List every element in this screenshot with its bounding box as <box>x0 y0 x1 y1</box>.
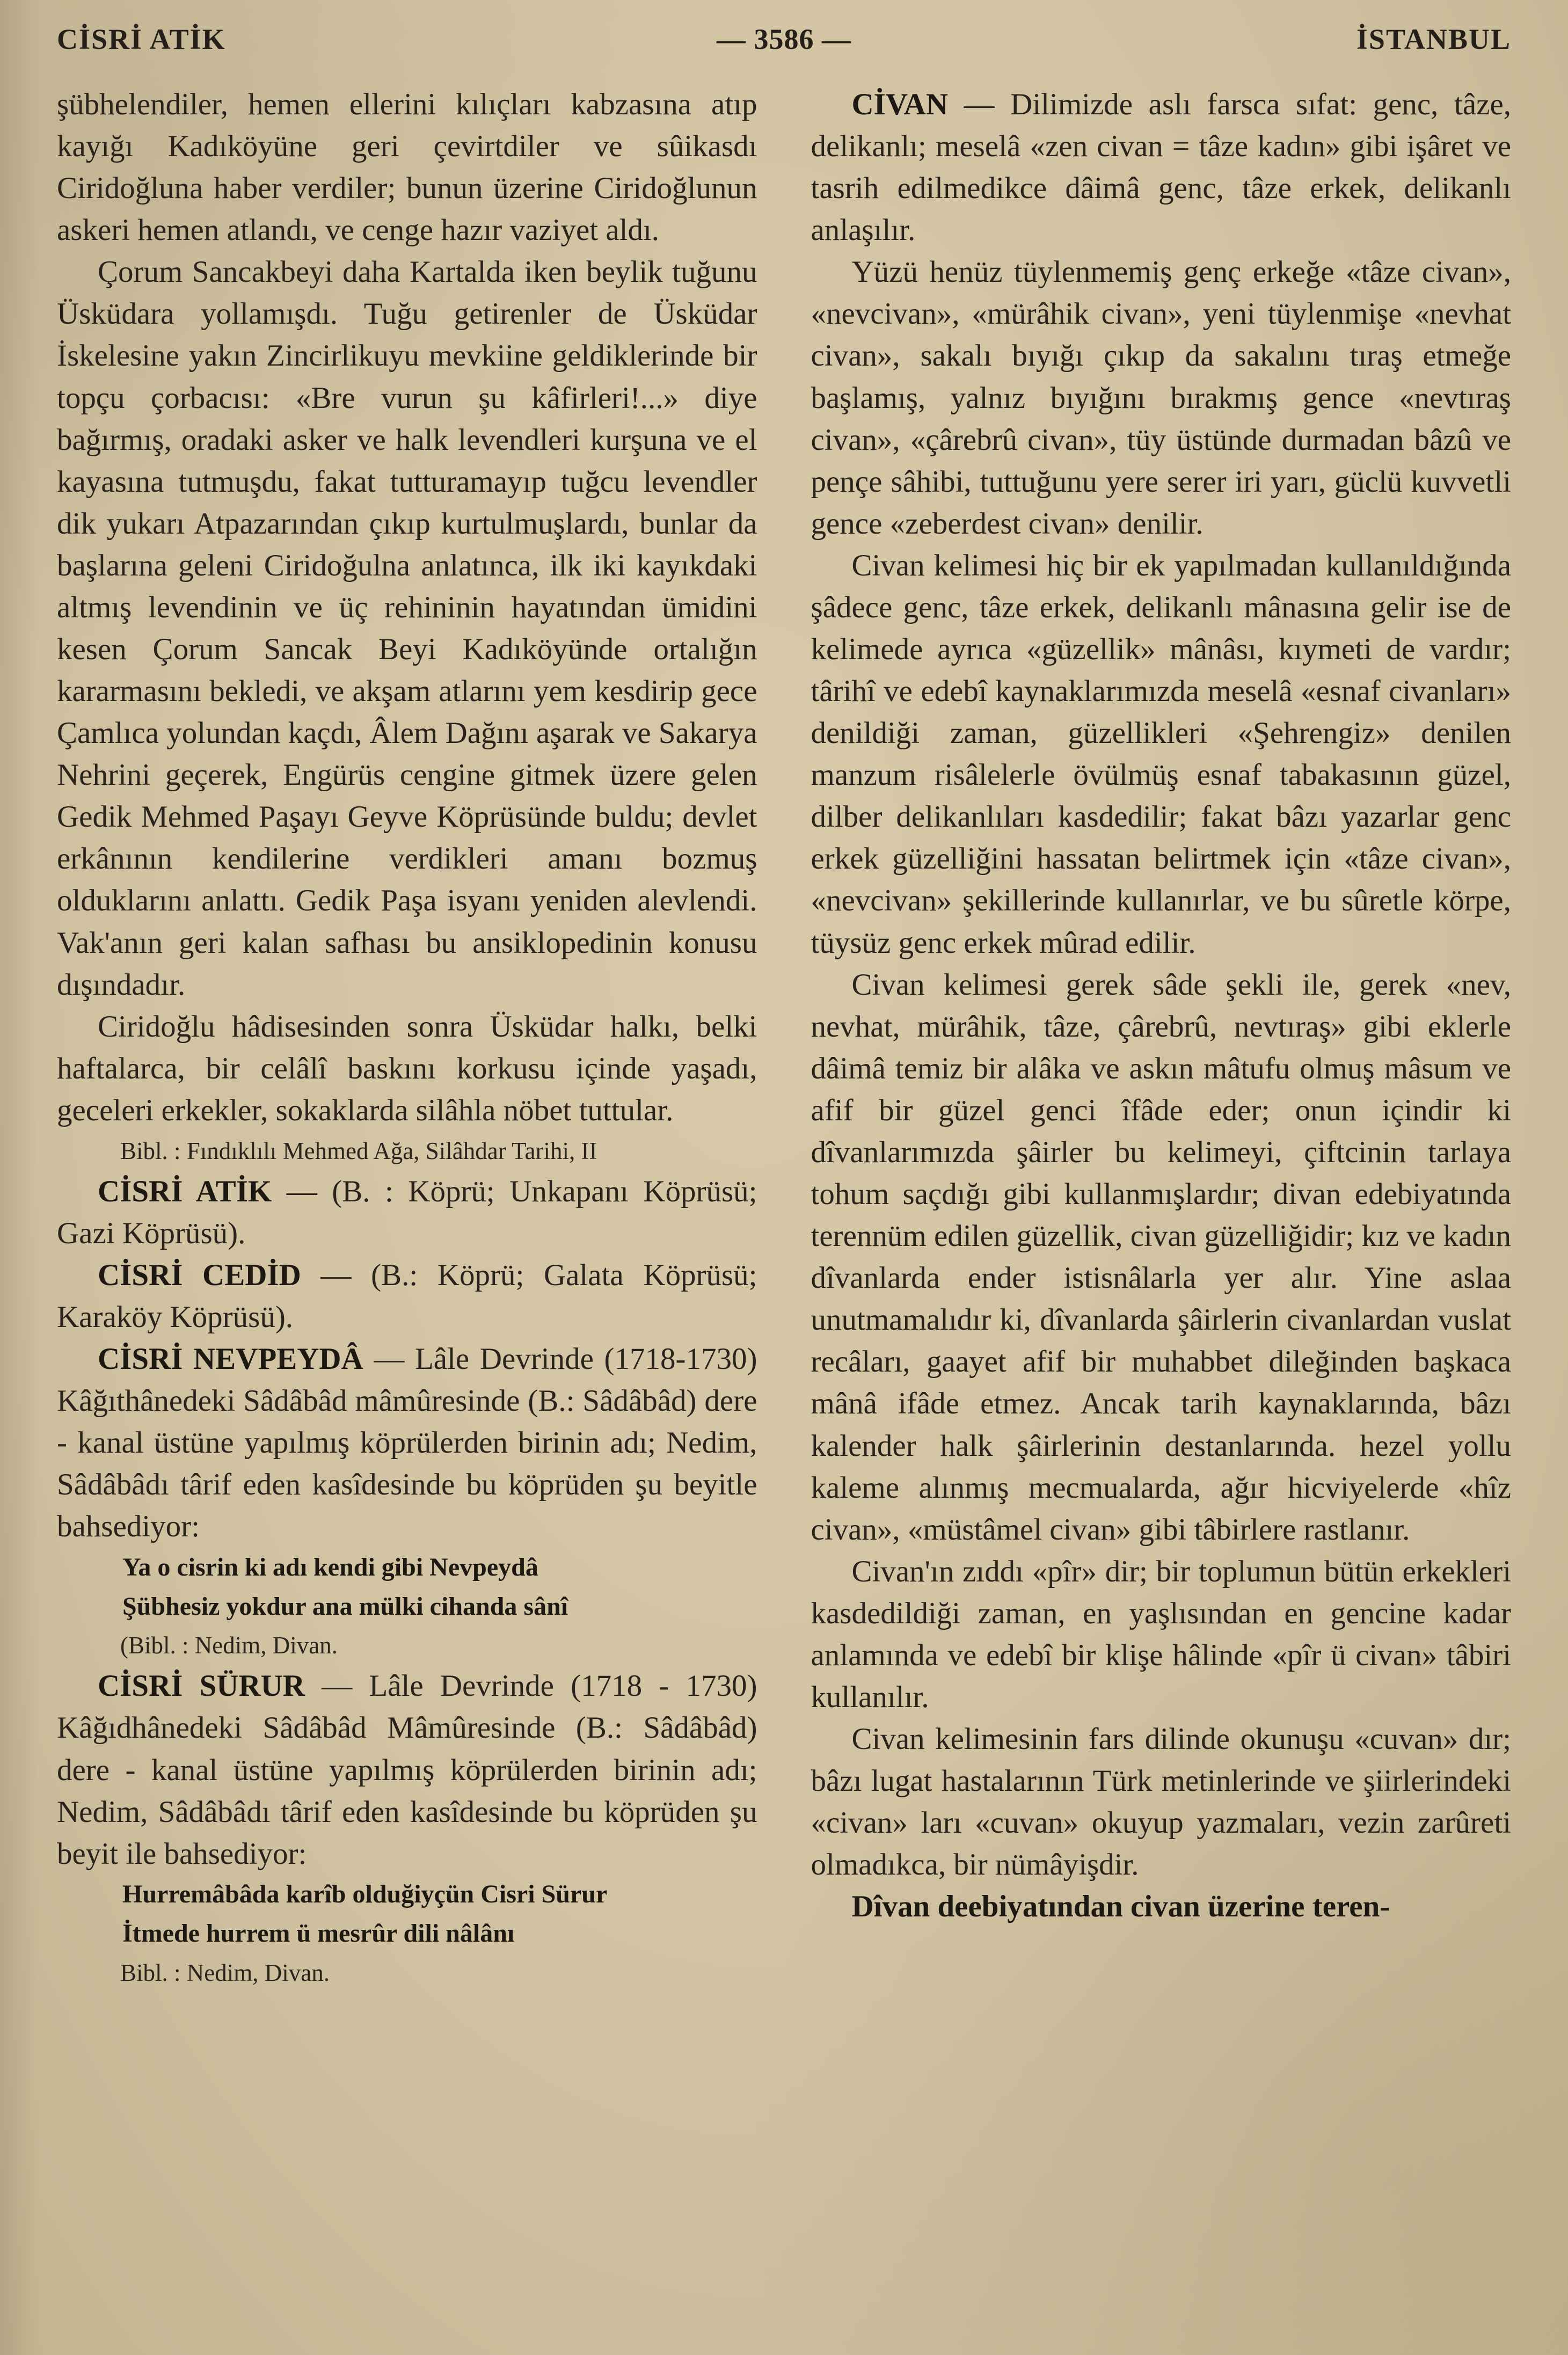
paragraph: Civan kelimesi hiç bir ek yapılmadan kullanıldığında şâdece genc, tâze erkek, delikanlı mânasına gelir ise de kelimede ayrıca «güzellik» mânâsı, kıymeti de vardır; târihî ve edebî kaynaklarımızda meselâ «esnaf civanları» denildiği zaman, güzellikleri «Şehrengiz» denilen manzum risâlelerle övülmüş esnaf tabakasının güzel, dilber delikanlıları kasdedilir; fakat bâzı yazarlar genc erkek güzelliğini hassatan belirtmek için «tâze civan», «nevcivan» şekillerinde kullanırlar, ve bu sûretle körpe, tüysüz genc erkek mûrad edilir. <box>811 548 1511 960</box>
entry-term: CİVAN <box>851 88 948 121</box>
paragraph: Dîvan deebiyatından civan üzerine teren- <box>851 1890 1390 1924</box>
bibliography-line: Bibl. : Fındıklılı Mehmed Ağa, Silâhdar Tarihi, II <box>120 1137 597 1164</box>
paragraph: şübhelendiler, hemen ellerini kılıçları kabzasına atıp kayığı Kadıköyüne geri çevirtdiler ve sûikasdı Ciridoğluna haber verdiler; bunun üzerine Ciridoğlunun askeri hemen atlandı, ve cenge hazır vaziyet aldı. <box>57 88 757 247</box>
verse <box>57 1875 757 1953</box>
running-header <box>57 23 1511 60</box>
paragraph: Civan kelimesi gerek sâde şekli ile, gerek «nev, nevhat, mürâhik, tâze, çârebrû, nevtıraş» gibi eklerle dâimâ temiz bir alâka ve askın mâtufu olmuş mâsum ve afif bir güzel genci îfâde eder; onun içindir ki dîvanlarımızda şâirler bu kelimeyi, çiftcinin tarlaya tohum saçdığı gibi kullanmışlardır; divan edebiyatında terennüm edilen güzellik, civan güzelliğidir; kız ve kadın dîvanlarda ender istisnâlarla yer alır. Yine aslaa unutmamalıdır ki, dîvanlarda şâirlerin civanlardan vuslat recâları, gaayet afif bir muhabbet dileğinden başkaca mânâ ifâde etmez. Ancak tarih kaynaklarında, bâzı kalender halk şâirlerinin destanlarında. hezel yollu kaleme alınmış mecmualarda, ağır hicviyelerde «hîz civan», «müstâmel civan» gibi tâbirlere rastlanır. <box>811 967 1511 1547</box>
left-column <box>57 84 757 1993</box>
entry-term: CİSRİ SÜRUR <box>98 1669 305 1703</box>
entry-paragraph: CİSRİ NEVPEYDÂ — Lâle Devrinde (1718-1730) Kâğıthânedeki Sâdâbâd mâmûresinde (B.: Sâdâbâd) dere - kanal üstüne yapılmış köprülerden birinin adı; Nedim, Sâdâbâdı târif eden kasîdesinde bu köprüden şu beyitle bahsediyor: <box>57 1342 757 1544</box>
verse-line: Ya o cisrin ki adı kendi gibi Nevpeydâ <box>122 1552 538 1581</box>
right-column <box>811 84 1512 1993</box>
verse-line: İtmede hurrem ü mesrûr dili nâlânı <box>122 1919 515 1948</box>
text-columns <box>57 84 1511 1993</box>
entry-paragraph: CİSRİ CEDİD — (B.: Köprü; Galata Köprüsü; Karaköy Köprüsü). <box>57 1258 757 1335</box>
paragraph: Civan kelimesinin fars dilinde okunuşu «cuvan» dır; bâzı lugat hastalarının Türk metinlerinde ve şiirlerindeki «civan» ları «cuvan» okuyup yazmaları, vezin zarûreti olmadıkca, bir nümâyişdir. <box>811 1722 1511 1882</box>
entry-paragraph: CİVAN — Dilimizde aslı farsca sıfat: genc, tâze, delikanlı; meselâ «zen civan = tâze kadın» gibi işâret ve tasrih edilmedikce dâimâ genc, tâze erkek, delikanlı anlaşılır. <box>811 88 1511 247</box>
entry-term: CİSRİ CEDİD <box>98 1258 301 1292</box>
header-publication-title: İSTANBUL <box>1356 23 1511 55</box>
header-entry-title: CİSRİ ATİK <box>57 23 226 55</box>
verse-line: Şübhesiz yokdur ana mülki cihanda sânî <box>122 1592 568 1621</box>
entry-paragraph: CİSRİ SÜRUR — Lâle Devrinde (1718 - 1730) Kâğıdhânedeki Sâdâbâd Mâmûresinde (B.: Sâdâbâd) dere - kanal üstüne yapılmış köprülerden birinin adı; Nedim, Sâdâbâdı târif eden kasîdesinde bu köprüden şu beyit ile bahsediyor: <box>57 1669 757 1871</box>
bibliography-line: (Bibl. : Nedim, Divan. <box>120 1632 338 1659</box>
paragraph: Ciridoğlu hâdisesinden sonra Üsküdar halkı, belki haftalarca, bir celâlî baskını korkusu içinde yaşadı, geceleri erkekler, sokaklarda silâhla nöbet tuttular. <box>57 1009 757 1127</box>
verse-line: Hurremâbâda karîb olduğiyçün Cisri Sürur <box>122 1879 608 1908</box>
verse <box>57 1548 757 1627</box>
bibliography-line: Bibl. : Nedim, Divan. <box>120 1959 330 1986</box>
paragraph: Yüzü henüz tüylenmemiş genç erkeğe «tâze civan», «nevcivan», «mürâhik civan», yeni tüylenmişe «nevhat civan», sakalı bıyığı çıkıp da sakalını tıraş etmeğe başlamış, yalnız bıyığını bırakmış gence «nevtıraş civan», «çârebrû civan», tüy üstünde durmadan bâzû ve pençe sâhibi, tuttuğunu yere serer iri yarı, güclü kuvvetli gence «zeberdest civan» denilir. <box>811 255 1511 541</box>
entry-term: CİSRİ ATİK <box>98 1174 272 1208</box>
entry-term: CİSRİ NEVPEYDÂ <box>98 1342 363 1376</box>
paragraph: Çorum Sancakbeyi daha Kartalda iken beylik tuğunu Üsküdara yollamışdı. Tuğu getirenler de Üsküdar İskelesine yakın Zincirlikuyu mevkiine geldiklerinde bir topçu çorbacısı: «Bre vurun şu kâfirleri!...» diye bağırmış, oradaki asker ve halk levendleri kurşuna ve el kayasına tutmuşdu, fakat tutturamayıp tuğcu levendler dik yukarı Atpazarından çıkıp kurtulmuşlardı, bunlar da başlarına geleni Ciridoğulna anlatınca, ilk iki kayıkdaki altmış levendinin ve üç rehininin hayatından ümidini kesen Çorum Sancak Beyi Kadıköyünde ortalığın kararmasını bekledi, ve akşam atlarını yem kesdirip gece Çamlıca yolundan kaçdı, Âlem Dağını aşarak ve Sakarya Nehrini geçerek, Engürüs cengine gitmek üzere gelen Gedik Mehmed Paşayı Geyve Köprüsünde buldu; devlet erkânının kendilerine verdikleri amanı bozmuş olduklarını anlattı. Gedik Paşa isyanı yeniden alevlendi. Vak'anın geri kalan safhası bu ansiklopedinin konusu dışındadır. <box>57 255 757 1002</box>
entry-paragraph: CİSRİ ATİK — (B. : Köprü; Unkapanı Köprüsü; Gazi Köprüsü). <box>57 1174 757 1250</box>
page-number: — 3586 — <box>717 23 851 55</box>
paragraph: Civan'ın zıddı «pîr» dir; bir toplumun bütün erkekleri kasdedildiği zaman, en yaşlısından en gencine kadar anlamında ve edebî bir klişe hâlinde «pîr ü civan» tâbiri kullanılır. <box>811 1554 1511 1714</box>
